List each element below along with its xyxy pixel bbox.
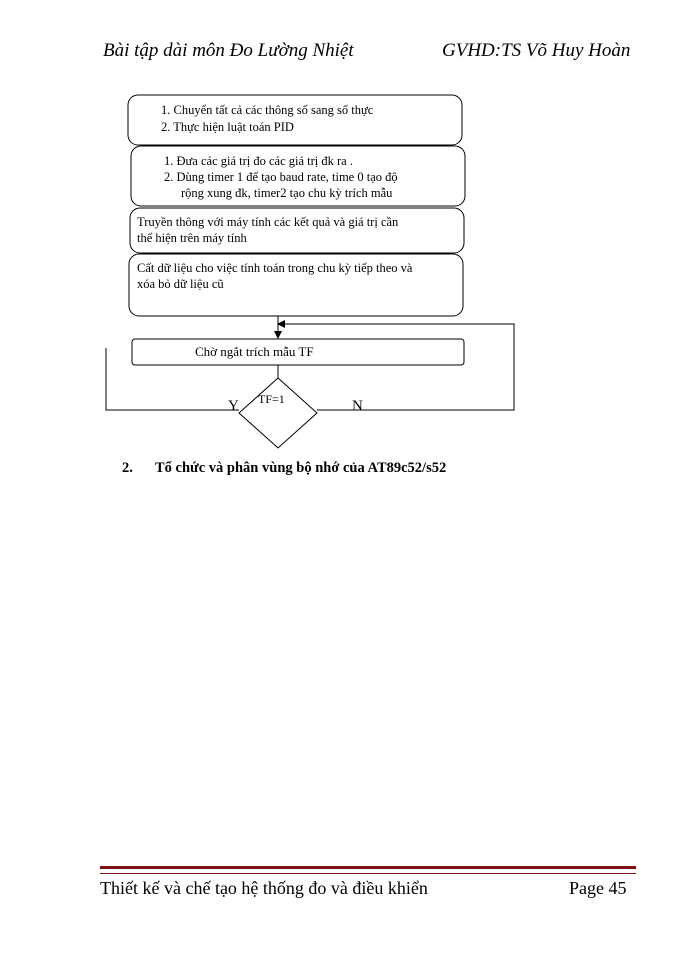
section-heading [122,460,446,477]
yes-label: Y [228,398,239,414]
loop-line-no [278,324,514,410]
decision-diamond [239,378,317,448]
footer-title: Thiết kế và chế tạo hệ thống đo và điều khiển [100,878,428,898]
no-label: N [352,398,363,414]
box2-line2: 2. Dùng timer 1 để tạo baud rate, time 0 tạo độ [164,170,398,184]
box3-line2: thể hiện trên máy tính [137,231,247,245]
box2-line3: rộng xung đk, timer2 tạo chu kỳ trích mẫu [181,186,393,200]
box4-line1: Cất dữ liệu cho việc tính toán trong chu kỳ tiếp theo và [137,261,413,275]
section-number: 2. [122,460,133,476]
box1-line2: 2. Thực hiện luật toán PID [161,120,294,134]
section-title: Tổ chức và phân vùng bộ nhớ của AT89c52/s52 [155,460,447,476]
page-number: Page 45 [569,878,627,898]
box3-line1: Truyền thông với máy tính các kết quả và giá trị cần [137,215,399,229]
decision-label: TF=1 [258,392,285,406]
header-course-title: Bài tập dài môn Đo Lường Nhiệt [103,40,354,61]
box1-line1: 1. Chuyển tất cả các thông số sang số thực [161,103,374,117]
arrow-down-icon [274,331,282,339]
header-instructor: GVHD:TS Võ Huy Hoàn [442,40,631,61]
box2-line1: 1. Đưa các giá trị đo các giá trị đk ra . [164,154,353,168]
footer-divider [100,866,636,874]
box4-line2: xóa bỏ dữ liệu cũ [137,277,224,291]
box5-label: Chờ ngắt trích mẫu TF [195,344,314,359]
